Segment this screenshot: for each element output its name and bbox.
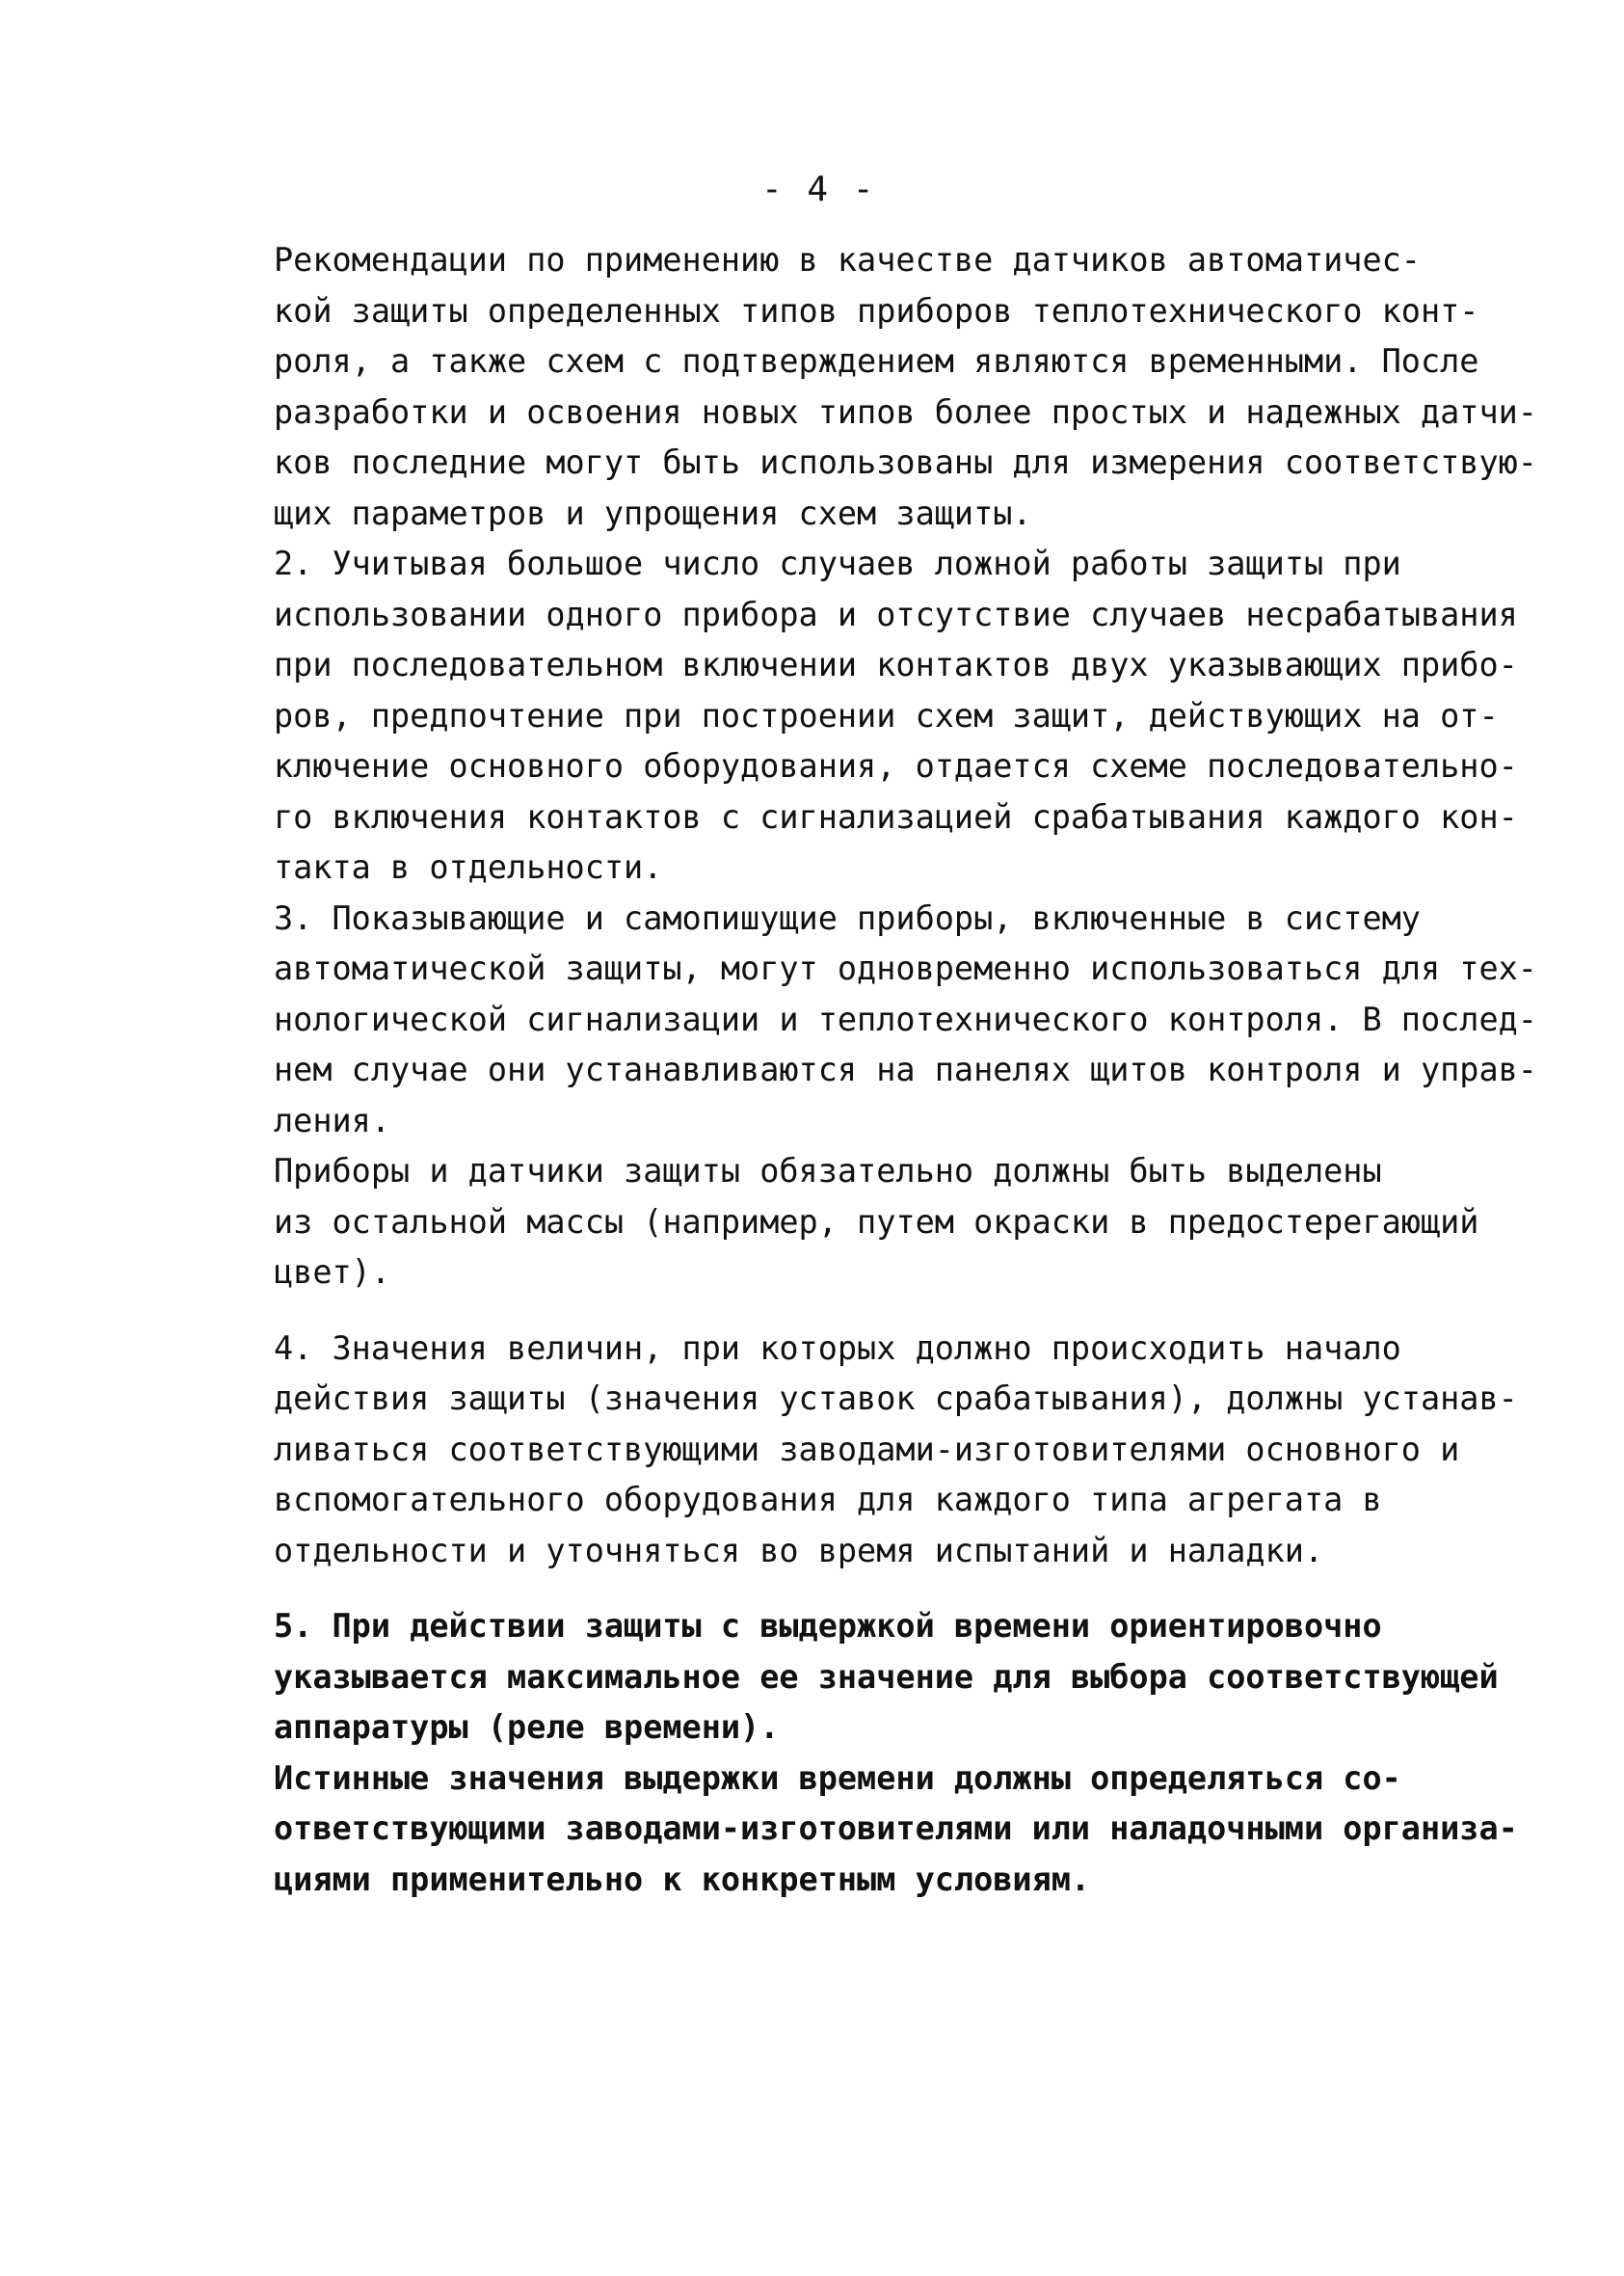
text-line: ров, предпочтение при построении схем защит, действующих на от- <box>274 696 1499 735</box>
body-text <box>177 235 1537 1905</box>
text-line: вспомогательного оборудования для каждого типа агрегата в <box>274 1481 1382 1518</box>
text-line: ления. <box>274 1101 391 1139</box>
text-line: аппаратуры (реле времени). <box>274 1708 780 1746</box>
text-line: из остальной массы (например, путем окраски в предостерегающий <box>274 1202 1479 1241</box>
text-line: использовании одного прибора и отсутствие случаев несрабатывания <box>274 595 1518 633</box>
paragraph-item-2 <box>177 539 1518 894</box>
text-line: цвет). <box>274 1253 391 1291</box>
text-line: роля, а также схем с подтверждением являются временными. После <box>274 342 1479 380</box>
text-line: 4. Значения величин, при которых должно происходить начало <box>274 1328 1401 1367</box>
text-line: действия защиты (значения уставок срабатывания), должны устанав- <box>274 1379 1518 1417</box>
paragraph-item-4 <box>177 1324 1518 1577</box>
paragraph-item-3 <box>177 894 1537 1147</box>
text-line: Рекомендации по применению в качестве датчиков автоматичес- <box>274 241 1421 279</box>
paragraph-sensor-marking <box>177 1146 1507 1299</box>
text-line: Истинные значения выдержки времени должны определяться со- <box>274 1758 1401 1797</box>
text-line: при последовательном включении контактов двух указывающих прибо- <box>274 646 1518 683</box>
text-line: нем случае они устанавливаются на панелях щитов контроля и управ- <box>274 1051 1537 1088</box>
page-number: - 4 - <box>761 170 876 209</box>
text-line: ответствующими заводами-изготовителями или наладочными организа- <box>274 1809 1518 1847</box>
text-line: циями применительно к конкретным условиям. <box>274 1860 1091 1898</box>
text-line: такта в отдельности. <box>274 848 663 886</box>
text-line: ключение основного оборудования, отдается схеме последовательно- <box>274 747 1518 785</box>
text-line: разработки и освоения новых типов более простых и надежных датчи- <box>274 392 1537 431</box>
text-line: ков последние могут быть использованы для измерения соответствую- <box>274 443 1537 481</box>
text-line: го включения контактов с сигнализацией срабатывания каждого кон- <box>274 797 1518 836</box>
text-line: щих параметров и упрощения схем защиты. <box>274 494 1032 532</box>
paragraph-recommendations <box>177 235 1537 539</box>
text-line: автоматической защиты, могут одновременно использоваться для тех- <box>274 950 1537 987</box>
text-line: нологической сигнализации и теплотехнического контроля. В послед- <box>274 1000 1537 1038</box>
text-line: указывается максимальное ее значение для выбора соответствующей <box>274 1657 1499 1696</box>
text-line: Приборы и датчики защиты обязательно должны быть выделены <box>274 1152 1382 1190</box>
paragraph-item-5 <box>177 1601 1507 1754</box>
paragraph-delay-values <box>177 1754 1518 1906</box>
text-line: 2. Учитывая большое число случаев ложной работы защиты при <box>274 545 1401 582</box>
text-line: кой защиты определенных типов приборов теплотехнического конт- <box>274 291 1479 330</box>
text-line: 5. При действии защиты с выдержкой времени ориентировочно <box>274 1607 1382 1645</box>
text-line: ливаться соответствующими заводами-изготовителями основного и <box>274 1430 1460 1468</box>
text-line: 3. Показывающие и самопишущие приборы, включенные в систему <box>274 898 1421 937</box>
text-line: отдельности и уточняться во время испытаний и наладки. <box>274 1531 1324 1569</box>
